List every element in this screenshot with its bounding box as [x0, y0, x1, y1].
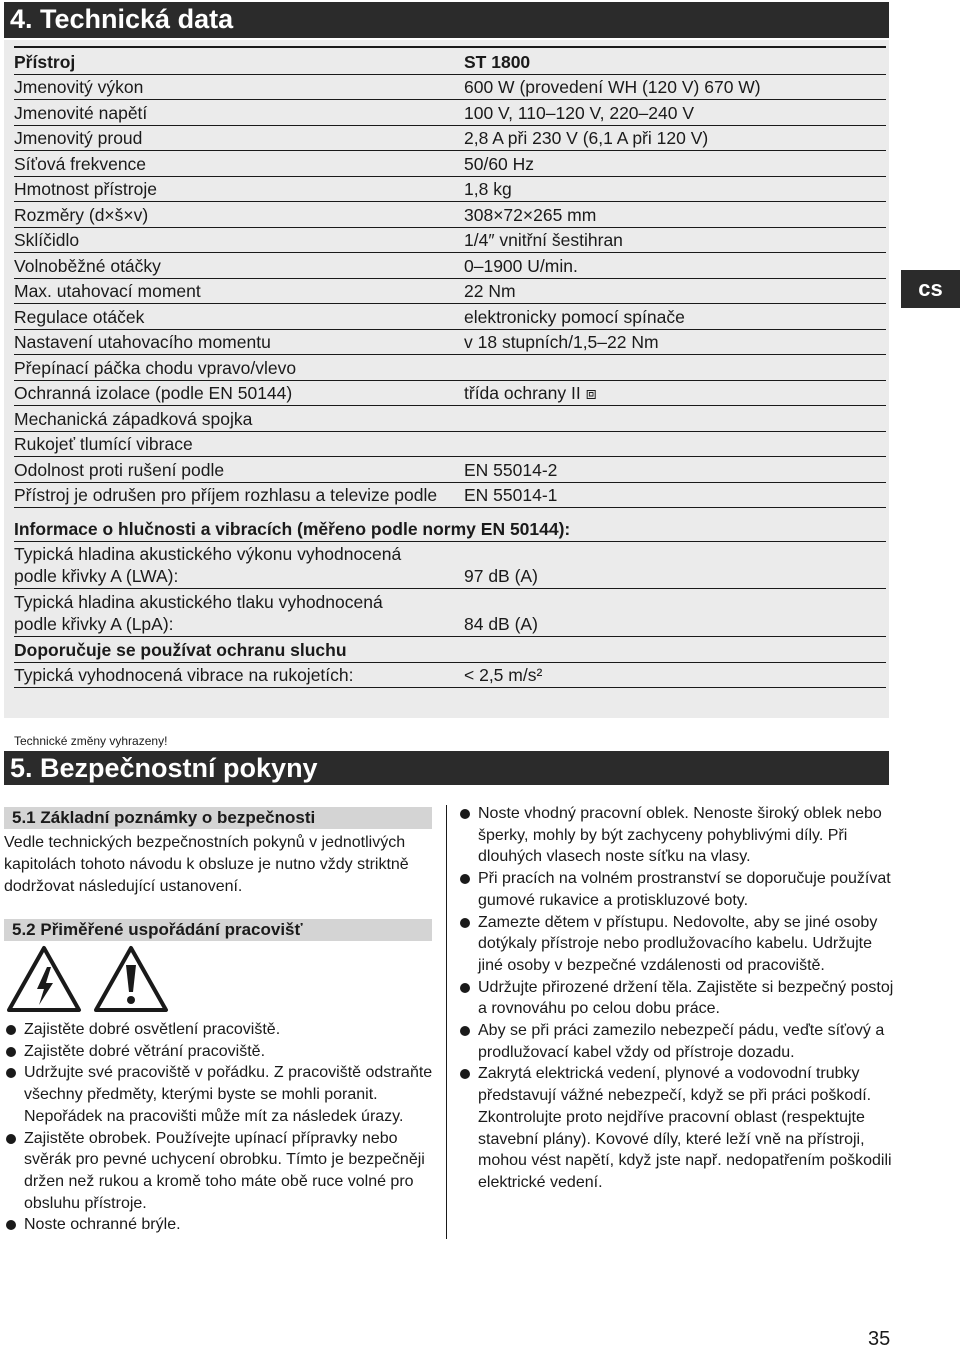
bullet-item: Při pracích na volném prostranství se doporučuje používat gumové rukavice a protiskluzové boty. — [458, 868, 898, 911]
row-key: Sklíčidlo — [14, 230, 80, 250]
row-key: Síťová frekvence — [14, 153, 147, 174]
noise-value: 84 dB (A) — [464, 614, 538, 634]
column-divider — [446, 805, 447, 1239]
bullet-item: Noste ochranné brýle. — [4, 1214, 436, 1236]
noise-title: Informace o hlučnosti a vibracích (měřeno podle normy EN 50144): — [14, 519, 571, 539]
row-key: Hmotnost přístroje — [14, 179, 157, 199]
row-key: Max. utahovací moment — [14, 281, 201, 301]
technical-data-box — [4, 40, 889, 748]
row-key: Odolnost proti rušení podle — [14, 459, 225, 480]
table-header-row — [14, 50, 886, 75]
bullet-item: Udržujte přirozené držení těla. Zajistěte si bezpečný postoj a rovnováhu po celou dobu práce. — [458, 977, 898, 1020]
tech-note: Technické změny vyhrazeny! — [14, 734, 168, 748]
table-row — [14, 177, 886, 202]
row-key: Jmenovité napětí — [14, 102, 148, 123]
row-value: 1/4″ vnitřní šestihran — [464, 230, 623, 250]
page-number: 35 — [868, 1328, 891, 1350]
high-voltage-warning-icon — [6, 945, 82, 1013]
subsection-5-1-text: Vedle technických bezpečnostních pokynů v jednotlivých kapitolách tohoto návodu k obsluze je nutno vždy striktně dodržovat následující ustanovení. — [4, 834, 409, 895]
table-row — [14, 152, 886, 177]
row-key: Jmenovitý výkon — [14, 77, 144, 97]
bullet-item: Zajistěte obrobek. Používejte upínací přípravky nebo svěrák pro pevné uchycení obrobku. Tímto je bezpečněji držen než rukou a kromě toho máte obě ruce volné pro obsluhu přístroje. — [4, 1128, 436, 1215]
noise-row — [14, 590, 886, 637]
section-5-title: 5. Bezpečnostní pokyny — [4, 751, 889, 785]
noise-key: Typická hladina akustického tlaku vyhodnocená podle křivky A (LpA): — [14, 592, 383, 634]
row-value: 600 W (provedení WH (120 V) 670 W) — [464, 77, 761, 97]
row-key: Nastavení utahovacího momentu — [14, 332, 271, 352]
table-row — [14, 330, 886, 355]
safety-bullet-list — [458, 803, 898, 1194]
noise-key: Typická hladina akustického výkonu vyhodnocená podle křivky A (LWA): — [14, 544, 402, 586]
table-row — [14, 356, 886, 381]
table-row — [14, 407, 886, 432]
row-value: 2,8 A při 230 V (6,1 A při 120 V) — [464, 128, 709, 148]
bullet-item: Aby se při práci zamezilo nebezpečí pádu, veďte síťový a prodlužovací kabel vždy od přístroje dozadu. — [458, 1020, 898, 1063]
vibration-key: Typická vyhodnocená vibrace na rukojetích: — [14, 665, 354, 685]
row-value: EN 55014-2 — [464, 459, 558, 480]
bullet-item: Zamezte dětem v přístupu. Nedovolte, aby se jiné osoby dotýkaly přístroje nebo prodlužovacího kabelu. Udržujte jiné osoby v bezpečné vzdálenosti od pracoviště. — [458, 912, 898, 977]
row-value: 22 Nm — [464, 281, 516, 301]
section-4-title: 4. Technická data — [4, 2, 889, 38]
vibration-value: < 2,5 m/s² — [464, 665, 543, 685]
table-row — [14, 75, 886, 100]
table-row — [14, 432, 886, 457]
row-value: 1,8 kg — [464, 179, 512, 199]
table-row — [14, 483, 886, 508]
noise-value: 97 dB (A) — [464, 566, 538, 586]
row-key: Jmenovitý proud — [14, 128, 143, 148]
bullet-item: Zakrytá elektrická vedení, plynové a vodovodní trubky představují vážné nebezpečí, když se při práci poškodí. Zkontrolujte proto nejdříve pracovní oblast (respektujte stavební plány). Kovové díly, které leží vně na přístroji, mohou vést napětí, když jste např. nedopatřením poškodili elektrické vedení. — [458, 1063, 898, 1193]
row-value: 0–1900 U/min. — [464, 255, 578, 276]
noise-row — [14, 542, 886, 589]
row-key: Mechanická západková spojka — [14, 408, 253, 429]
table-row — [14, 101, 886, 126]
row-value: 308×72×265 mm — [464, 204, 597, 225]
row-value: 50/60 Hz — [464, 153, 535, 174]
row-value: EN 55014-1 — [464, 485, 558, 505]
table-top-rule — [14, 46, 886, 48]
row-key: Přepínací páčka chodu vpravo/vlevo — [14, 357, 297, 378]
row-key: Volnoběžné otáčky — [14, 255, 161, 276]
row-key: Přístroj je odrušen pro příjem rozhlasu a televize podle — [14, 485, 438, 505]
workplace-bullet-list — [4, 1019, 436, 1236]
row-value: v 18 stupních/1,5–22 Nm — [464, 332, 659, 352]
row-key: Rozměry (d×š×v) — [14, 204, 149, 225]
row-key: Rukojeť tlumící vibrace — [14, 434, 193, 454]
bullet-item: Zajistěte dobré větrání pracoviště. — [4, 1041, 436, 1063]
table-row — [14, 305, 886, 330]
header-value: ST 1800 — [464, 52, 531, 72]
hearing-row — [14, 638, 886, 663]
subsection-5-2-title: 5.2 Přiměřené uspořádání pracovišť — [4, 919, 432, 941]
header-key: Přístroj — [14, 52, 76, 72]
table-row — [14, 126, 886, 151]
general-warning-icon — [93, 945, 169, 1013]
bullet-item: Zajistěte dobré osvětlení pracoviště. — [4, 1019, 436, 1041]
table-row — [14, 279, 886, 304]
table-row — [14, 203, 886, 228]
row-value: 100 V, 110–120 V, 220–240 V — [464, 102, 694, 123]
bullet-item: Udržujte své pracoviště v pořádku. Z pracoviště odstraňte všechny předměty, kterými byste se mohli poranit. Nepořádek na pracovišti může mít za následek úrazy. — [4, 1062, 436, 1127]
subsection-5-1-title: 5.1 Základní poznámky o bezpečnosti — [4, 807, 432, 829]
table-row — [14, 228, 886, 253]
hearing-text: Doporučuje se používat ochranu sluchu — [14, 640, 347, 660]
table-row — [14, 381, 886, 406]
vibration-row — [14, 663, 886, 688]
row-key: Ochranná izolace (podle EN 50144) — [14, 383, 293, 403]
row-key: Regulace otáček — [14, 306, 145, 327]
bullet-item: Noste vhodný pracovní oblek. Nenoste široký oblek nebo šperky, mohly by být zachyceny pohyblivými díly. Při dlouhých vlasech noste síťku na vlasy. — [458, 803, 898, 868]
row-value: elektronicky pomocí spínače — [464, 306, 685, 327]
table-row — [14, 254, 886, 279]
language-tab: cs — [901, 270, 960, 308]
row-value: třída ochrany II ⧈ — [464, 383, 597, 403]
table-row — [14, 458, 886, 483]
noise-title-row — [14, 517, 886, 542]
